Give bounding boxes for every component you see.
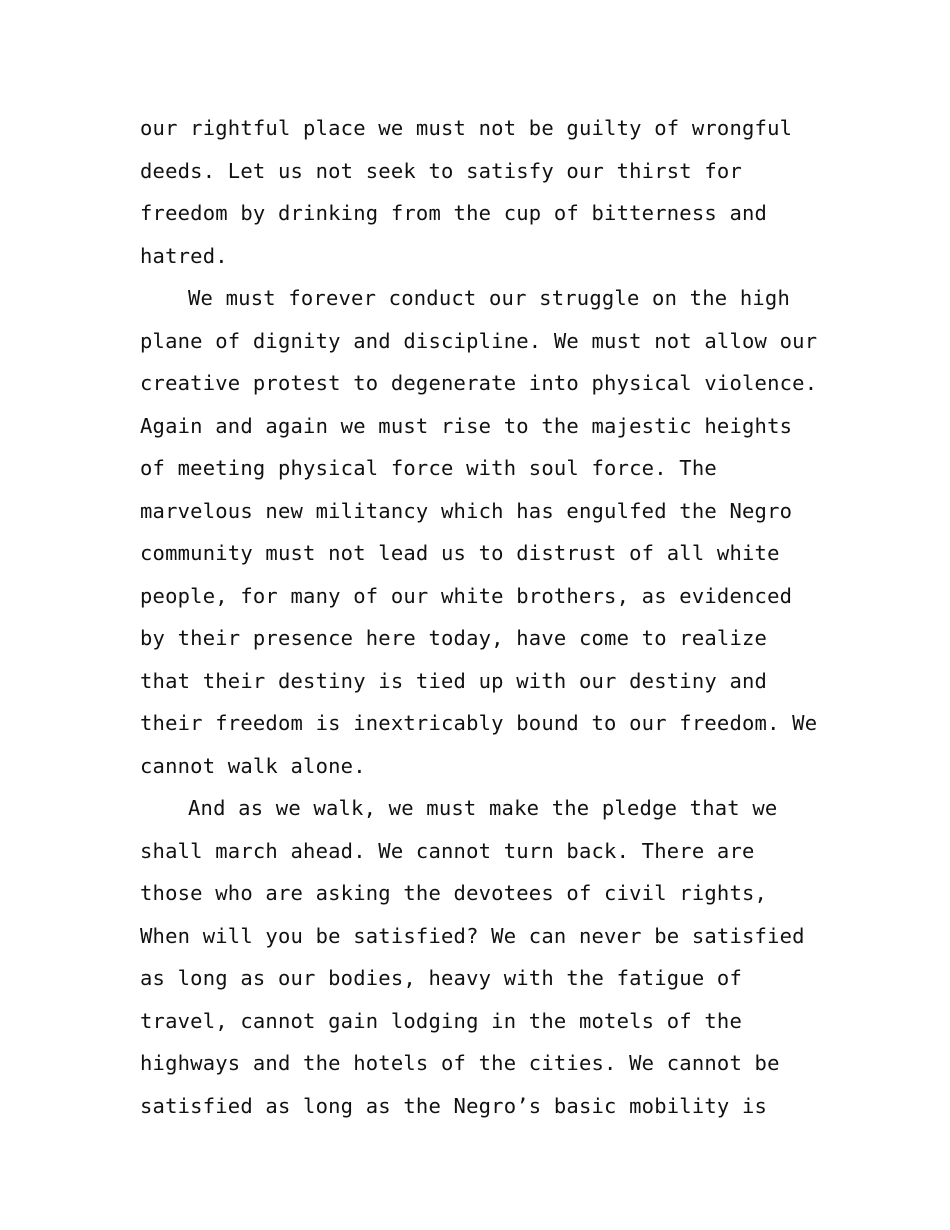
text-line: cannot walk alone. bbox=[140, 753, 366, 778]
text-line: community must not lead us to distrust of all white bbox=[140, 541, 780, 565]
document-body bbox=[140, 107, 830, 1127]
text-line: When will you be satisfied? We can never be satisfied bbox=[140, 923, 805, 948]
text-line: by their presence here today, have come to realize bbox=[140, 626, 768, 650]
text-line: our rightful place we must not be guilty of wrongful bbox=[140, 116, 793, 140]
text-line: highways and the hotels of the cities. We cannot be bbox=[140, 1051, 780, 1075]
text-line: We must forever conduct our struggle on the high bbox=[188, 286, 791, 310]
text-line: plane of dignity and discipline. We must not allow our bbox=[140, 328, 818, 353]
text-line: that their destiny is tied up with our destiny and bbox=[140, 668, 768, 693]
text-line: creative protest to degenerate into physical violence. bbox=[140, 371, 818, 395]
text-line: hatred. bbox=[140, 243, 228, 268]
paragraph-3 bbox=[140, 787, 830, 1127]
text-line: shall march ahead. We cannot turn back. There are bbox=[140, 838, 755, 863]
text-line: of meeting physical force with soul force. The bbox=[140, 456, 717, 480]
text-line: satisfied as long as the Negro’s basic mobility is bbox=[140, 1093, 768, 1118]
text-line: as long as our bodies, heavy with the fatigue of bbox=[140, 966, 743, 990]
text-line: freedom by drinking from the cup of bitterness and bbox=[140, 201, 768, 225]
text-line: deeds. Let us not seek to satisfy our thirst for bbox=[140, 158, 743, 183]
text-line: those who are asking the devotees of civil rights, bbox=[140, 881, 768, 905]
text-line: marvelous new militancy which has engulfed the Negro bbox=[140, 498, 793, 523]
paragraph-2 bbox=[140, 277, 830, 787]
text-line: their freedom is inextricably bound to our freedom. We bbox=[140, 711, 818, 735]
text-line: travel, cannot gain lodging in the motels of the bbox=[140, 1008, 743, 1033]
text-line: people, for many of our white brothers, as evidenced bbox=[140, 583, 793, 608]
text-line: And as we walk, we must make the pledge that we bbox=[188, 796, 778, 820]
text-line: Again and again we must rise to the majestic heights bbox=[140, 413, 793, 438]
paragraph-1 bbox=[140, 107, 830, 277]
